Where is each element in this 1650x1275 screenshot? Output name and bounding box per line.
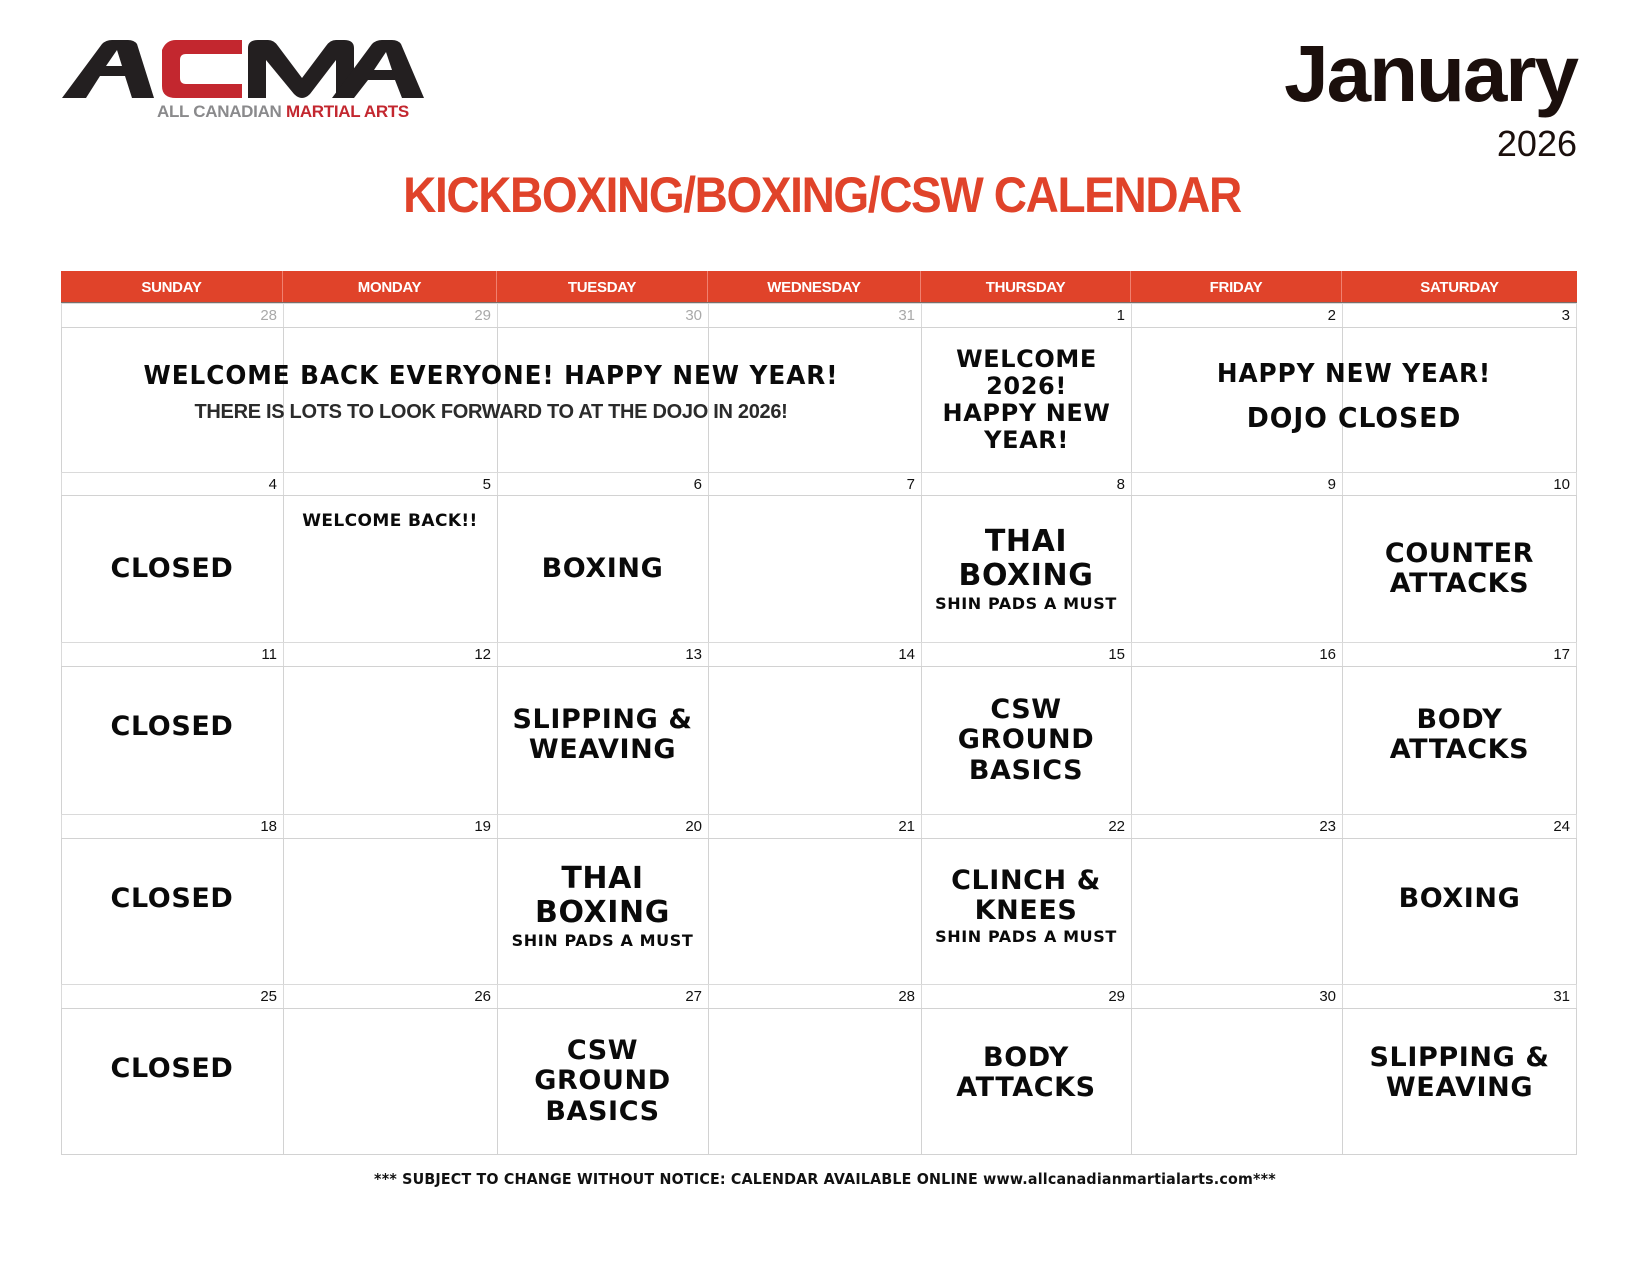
event-closed — [61, 666, 283, 788]
footer-text: *** SUBJECT TO CHANGE WITHOUT NOTICE: CALENDAR AVAILABLE ONLINE — [374, 1170, 984, 1188]
event-line: WEAVING — [528, 734, 677, 765]
date-cell: 12 — [283, 642, 498, 667]
date-cell: 20 — [497, 814, 709, 839]
event-line: BOXING — [1398, 882, 1521, 914]
tagline-red: MARTIAL ARTS — [285, 102, 409, 121]
banner-headline: WELCOME BACK EVERYONE! HAPPY NEW YEAR! — [143, 361, 839, 391]
date-cell: 9 — [1131, 472, 1343, 496]
event-line: BODY — [983, 1041, 1069, 1073]
event-thai-boxing — [921, 495, 1131, 643]
date-cell: 30 — [497, 303, 709, 328]
date-cell: 26 — [283, 984, 498, 1009]
event-line: KNEES — [974, 895, 1078, 927]
event-body-attacks — [921, 1008, 1131, 1138]
event-boxing — [497, 495, 708, 643]
date-cell: 31 — [1342, 984, 1577, 1009]
banner-dojo-closed: DOJO CLOSED — [1246, 401, 1462, 434]
header-thursday: THURSDAY — [921, 271, 1131, 303]
event-line: SLIPPING & — [1369, 1041, 1550, 1073]
date-cell: 28 — [61, 303, 284, 328]
event-body-attacks — [1342, 666, 1577, 804]
day-cell — [283, 666, 498, 815]
event-line: WELCOME BACK!! — [302, 511, 478, 532]
event-line: CLOSED — [110, 882, 234, 914]
event-clinch-knees — [921, 838, 1131, 974]
date-cell: 24 — [1342, 814, 1577, 839]
event-note: SHIN PADS A MUST — [935, 927, 1117, 947]
event-line: YEAR! — [984, 425, 1069, 454]
event-line: ATTACKS — [1389, 568, 1530, 599]
footer-suffix: *** — [1253, 1170, 1276, 1188]
date-cell: 1 — [921, 303, 1132, 328]
date-cell: 19 — [283, 814, 498, 839]
event-line: CLINCH & — [951, 864, 1101, 896]
event-line: THAI — [984, 524, 1068, 560]
date-cell: 10 — [1342, 472, 1577, 496]
date-cell: 6 — [497, 472, 709, 496]
header-friday: FRIDAY — [1131, 271, 1342, 303]
date-cell: 16 — [1131, 642, 1343, 667]
event-line: ATTACKS — [956, 1072, 1096, 1103]
acma-logo — [62, 40, 424, 122]
event-line: BOXING — [541, 552, 664, 584]
logo-tagline — [157, 102, 409, 122]
banner-subtext: THERE IS LOTS TO LOOK FORWARD TO AT THE DOJO IN 2026! — [194, 401, 788, 423]
website-link[interactable]: www.allcanadianmartialarts.com — [983, 1170, 1254, 1188]
date-cell: 31 — [708, 303, 922, 328]
day-cell — [1131, 838, 1343, 985]
event-welcome-2026 — [921, 327, 1132, 473]
date-cell: 5 — [283, 472, 498, 496]
date-cell: 3 — [1342, 303, 1577, 328]
header-sunday: SUNDAY — [61, 271, 283, 303]
date-cell: 23 — [1131, 814, 1343, 839]
date-cell: 25 — [61, 984, 284, 1009]
event-line: GROUND — [534, 1065, 671, 1097]
month-heading: January — [1284, 29, 1577, 118]
event-line: COUNTER — [1384, 537, 1535, 569]
date-cell: 21 — [708, 814, 922, 839]
event-line: WELCOME — [956, 345, 1097, 374]
date-cell: 28 — [708, 984, 922, 1009]
event-note: SHIN PADS A MUST — [935, 593, 1117, 613]
header-saturday: SATURDAY — [1342, 271, 1577, 303]
day-cell — [1131, 495, 1343, 643]
event-closed — [61, 1008, 283, 1130]
date-cell: 22 — [921, 814, 1132, 839]
date-cell: 18 — [61, 814, 284, 839]
event-slipping-weaving — [497, 666, 708, 804]
event-line: CSW — [566, 1035, 639, 1067]
calendar-grid — [61, 271, 1577, 1155]
event-line: BODY — [1416, 703, 1503, 735]
date-cell: 29 — [921, 984, 1132, 1009]
day-cell — [1131, 1008, 1343, 1155]
event-line: CLOSED — [110, 552, 234, 584]
date-cell: 17 — [1342, 642, 1577, 667]
calendar-title-text: KICKBOXING/BOXING/CSW CALENDAR — [403, 167, 1241, 223]
acma-logo-mark-icon — [62, 40, 424, 100]
event-slipping-weaving — [1342, 1008, 1577, 1138]
event-line: ATTACKS — [1389, 734, 1530, 765]
date-cell: 15 — [921, 642, 1132, 667]
event-note: SHIN PADS A MUST — [511, 930, 694, 950]
date-cell: 2 — [1131, 303, 1343, 328]
event-line: CSW — [990, 694, 1062, 726]
event-line: HAPPY NEW — [942, 399, 1111, 427]
date-cell: 29 — [283, 303, 498, 328]
date-cell: 13 — [497, 642, 709, 667]
new-year-banner — [61, 361, 921, 424]
event-thai-boxing — [497, 838, 708, 974]
day-cell — [708, 838, 922, 985]
event-line: BASICS — [545, 1095, 660, 1127]
event-line: SLIPPING & — [512, 703, 693, 735]
event-line: GROUND — [957, 724, 1095, 756]
year-heading: 2026 — [1496, 123, 1577, 164]
calendar-title — [66, 167, 1584, 223]
event-line: BASICS — [968, 754, 1084, 786]
header-wednesday: WEDNESDAY — [708, 271, 921, 303]
dojo-closed-banner — [1131, 359, 1577, 434]
day-cell — [708, 495, 922, 643]
event-csw-ground-basics — [921, 666, 1131, 815]
header-tuesday: TUESDAY — [497, 271, 708, 303]
date-cell: 4 — [61, 472, 284, 496]
event-line: CLOSED — [110, 710, 234, 742]
day-cell — [708, 1008, 922, 1155]
banner-headline: HAPPY NEW YEAR! — [1216, 359, 1492, 389]
day-cell — [283, 1008, 498, 1155]
event-line: 2026! — [986, 372, 1067, 401]
tagline-grey: ALL CANADIAN — [157, 102, 282, 121]
event-line: BOXING — [958, 558, 1094, 594]
date-cell: 7 — [708, 472, 922, 496]
event-welcome-back — [283, 507, 497, 537]
date-cell: 14 — [708, 642, 922, 667]
date-cell: 8 — [921, 472, 1132, 496]
day-cell — [1131, 666, 1343, 815]
event-line: THAI — [561, 861, 644, 897]
event-counter-attacks — [1342, 495, 1577, 643]
footer-notice — [41, 1170, 1609, 1188]
header-monday: MONDAY — [283, 271, 497, 303]
event-line: WEAVING — [1385, 1072, 1534, 1103]
event-closed — [61, 495, 283, 643]
day-cell — [283, 838, 498, 985]
event-csw-ground-basics — [497, 1008, 708, 1155]
day-cell — [708, 666, 922, 815]
event-closed — [61, 838, 283, 960]
date-cell: 27 — [497, 984, 709, 1009]
event-line: CLOSED — [110, 1052, 234, 1084]
event-boxing — [1342, 838, 1577, 960]
date-cell: 11 — [61, 642, 284, 667]
date-cell: 30 — [1131, 984, 1343, 1009]
event-line: BOXING — [535, 895, 670, 931]
